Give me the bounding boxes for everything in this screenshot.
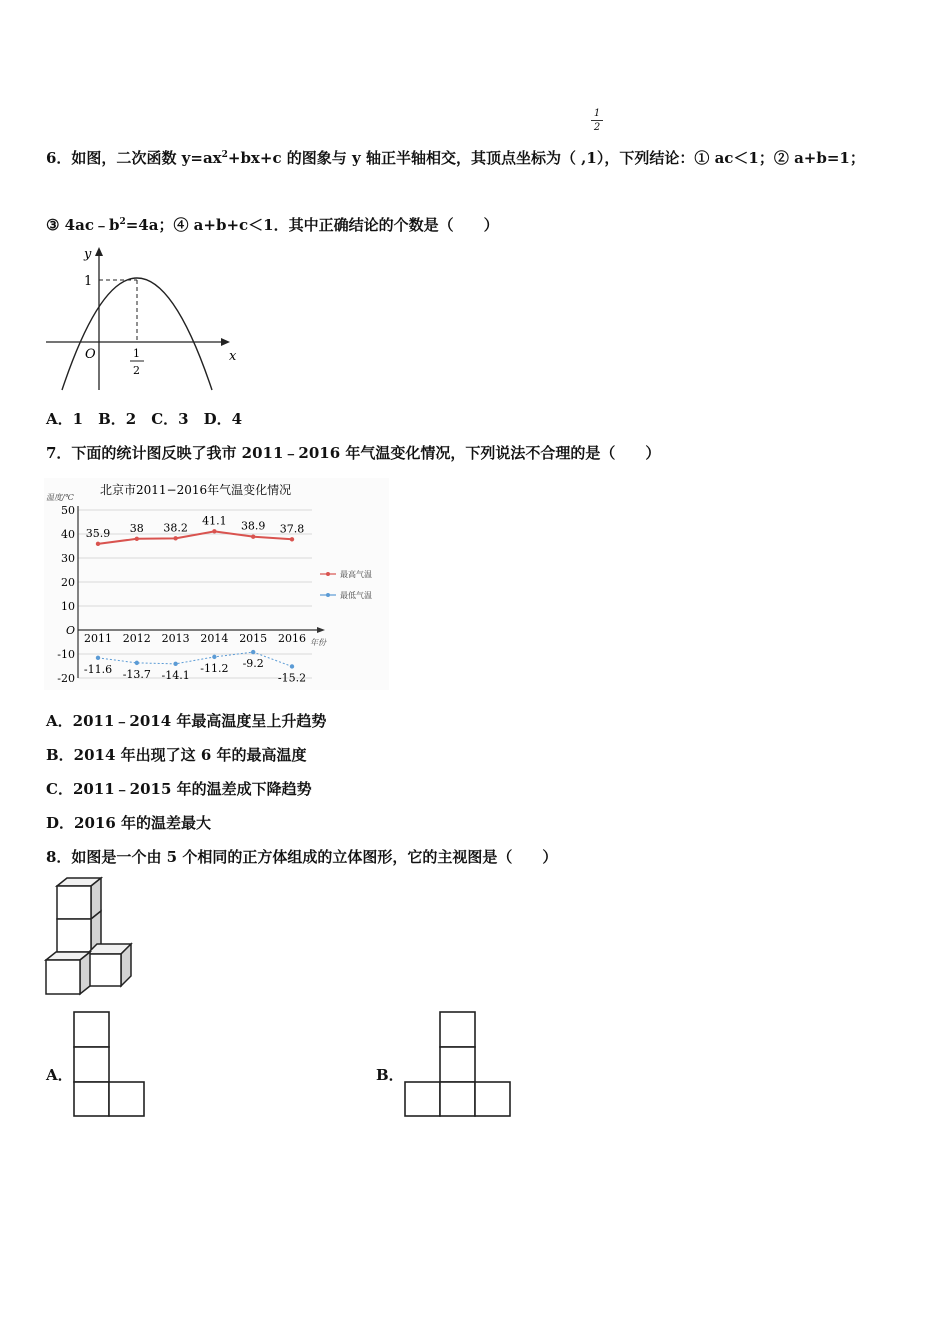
data-point — [251, 650, 255, 654]
q6-line2-part2: =4a；④ a+b+c＜1．其中正确结论的个数是（ ） — [125, 216, 499, 234]
q6-line2-part1: ③ 4ac﹣b — [46, 216, 120, 234]
legend-label: 最高气温 — [340, 570, 372, 579]
view-square — [440, 1047, 475, 1082]
cube-solid-figure — [44, 876, 139, 1000]
data-label: -11.2 — [200, 661, 229, 675]
view-square — [74, 1082, 109, 1116]
data-point — [135, 537, 139, 541]
view-square — [475, 1082, 510, 1116]
view-square — [405, 1082, 440, 1116]
q8-option-a-label: A． — [46, 1066, 73, 1084]
data-point — [212, 655, 216, 659]
half-denominator: 2 — [133, 364, 140, 377]
view-square — [74, 1012, 109, 1047]
y-tick-label: 30 — [61, 552, 75, 565]
data-label: -9.2 — [242, 657, 264, 671]
data-point — [290, 664, 294, 668]
y-tick-label: 20 — [61, 576, 75, 589]
y-tick-label: -10 — [57, 648, 75, 661]
x-tick-label: 2014 — [200, 632, 229, 645]
q7-option-b: B．2014 年出现了这 6 年的最高温度 — [46, 746, 307, 764]
y-axis-arrow — [95, 247, 103, 256]
superscript-2: 2 — [221, 150, 228, 160]
data-point — [290, 537, 294, 541]
legend-swatch-dot — [326, 572, 330, 576]
cube-front-face — [87, 954, 121, 986]
q8-option-a-view — [72, 1010, 148, 1118]
data-label: -15.2 — [277, 671, 307, 685]
x-tick-label: 2011 — [84, 632, 112, 645]
q7-option-d: D．2016 年的温差最大 — [46, 814, 211, 832]
tick-label-one: 1 — [84, 274, 93, 289]
fraction-denominator: 2 — [593, 122, 601, 133]
view-square — [109, 1082, 144, 1116]
q6-stem-part2: +bx+c 的图象与 y 轴正半轴相交，其顶点坐标为（ ,1），下列结论：① ac＜1；② a+b=1； — [227, 149, 865, 167]
x-tick-label: 2012 — [122, 632, 151, 645]
legend-swatch-dot — [326, 593, 330, 597]
q6-stem — [46, 147, 865, 168]
data-label: 37.8 — [279, 522, 305, 536]
half-numerator: 1 — [133, 347, 140, 360]
data-point — [135, 661, 139, 665]
vertex-x-fraction — [591, 108, 603, 133]
cube-front-face — [57, 886, 91, 919]
q6-stem-part1: 6．如图，二次函数 y=ax — [46, 149, 222, 167]
data-point — [173, 662, 177, 666]
cube-side-face — [80, 952, 90, 994]
view-square — [74, 1047, 109, 1082]
x-axis-title: 年份 — [310, 638, 326, 647]
chart-title: 北京市2011−2016年气温变化情况 — [100, 483, 292, 497]
q8-stem: 8．如图是一个由 5 个相同的正方体组成的立体图形，它的主视图是（ ） — [46, 848, 558, 866]
data-label: -13.7 — [122, 667, 151, 681]
data-point — [96, 542, 100, 546]
x-axis-arrow — [221, 338, 230, 346]
cube-front-face — [57, 919, 91, 952]
data-point — [173, 536, 177, 540]
data-label: 41.1 — [202, 514, 227, 528]
y-tick-label: -20 — [57, 672, 75, 685]
y-axis-title: 温度/℃ — [46, 493, 74, 502]
cube-front-face — [46, 960, 80, 994]
x-axis-label: x — [229, 349, 237, 364]
q6-stem-line2 — [46, 214, 499, 235]
q8-option-b-label: B． — [376, 1066, 404, 1084]
y-axis-label: y — [84, 247, 92, 262]
y-tick-label: O — [65, 624, 75, 637]
y-tick-label: 50 — [61, 504, 75, 517]
data-label: 38 — [129, 521, 144, 535]
data-point — [251, 534, 255, 538]
q6-options: A．1 B．2 C．3 D．4 — [46, 410, 243, 428]
view-square — [440, 1012, 475, 1047]
y-tick-label: 10 — [61, 600, 75, 613]
q8-option-b-view — [403, 1010, 515, 1118]
legend-label: 最低气温 — [340, 591, 372, 600]
x-tick-label: 2013 — [161, 632, 190, 645]
q7-option-a: A．2011﹣2014 年最高温度呈上升趋势 — [46, 712, 327, 730]
data-label: 35.9 — [85, 526, 111, 540]
superscript-2: 2 — [119, 217, 126, 227]
fraction-numerator: 1 — [593, 108, 601, 119]
x-tick-label: 2015 — [239, 632, 268, 645]
q7-option-c: C．2011﹣2015 年的温差成下降趋势 — [46, 780, 312, 798]
view-square — [440, 1082, 475, 1116]
data-point — [96, 656, 100, 660]
data-point — [212, 529, 216, 533]
data-label: 38.9 — [240, 519, 266, 533]
temperature-line-chart — [44, 478, 389, 690]
data-label: -11.6 — [83, 662, 113, 676]
q7-stem: 7．下面的统计图反映了我市 2011﹣2016 年气温变化情况，下列说法不合理的是（ ） — [46, 444, 661, 462]
data-label: -14.1 — [161, 668, 190, 682]
origin-label: O — [85, 347, 96, 362]
data-label: 38.2 — [163, 521, 188, 535]
x-tick-label: 2016 — [278, 632, 306, 645]
parabola-graph — [44, 244, 244, 394]
y-tick-label: 40 — [61, 528, 75, 541]
